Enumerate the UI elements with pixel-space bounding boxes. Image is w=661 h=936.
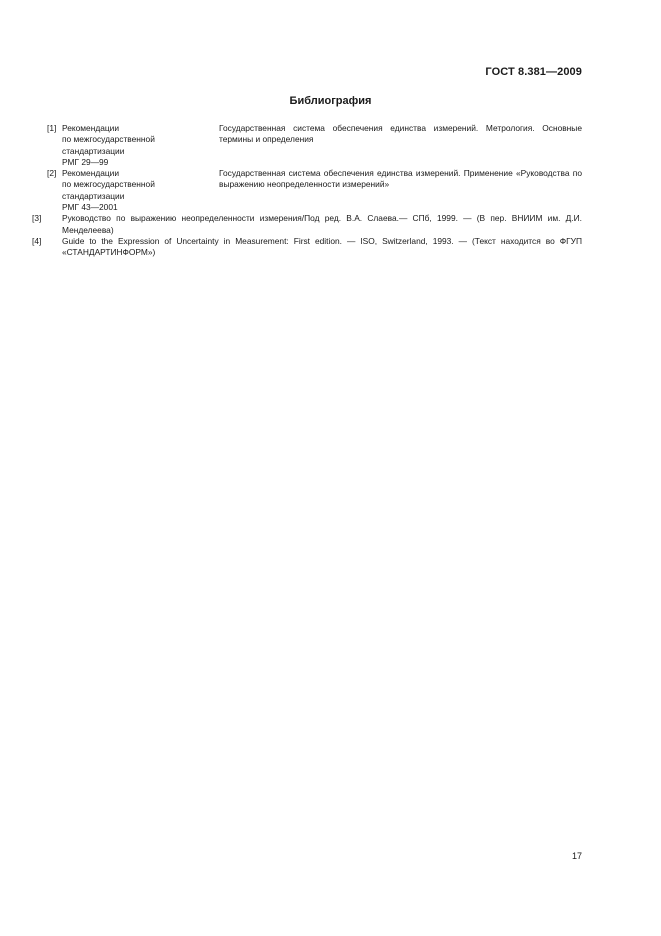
reference-number: [1] bbox=[47, 123, 57, 133]
reference-doc-scope: стандартизации bbox=[62, 145, 125, 156]
reference-doc-type: Рекомендации bbox=[62, 168, 120, 179]
reference-source bbox=[47, 123, 219, 168]
reference-number: [4] bbox=[32, 235, 42, 246]
reference-item-2 bbox=[47, 168, 582, 213]
reference-description: Государственная система обеспечения единства измерений. Метрология. Основные термины и определения bbox=[219, 123, 582, 145]
reference-doc-scope: стандартизации bbox=[62, 190, 125, 201]
reference-item-1 bbox=[47, 123, 582, 168]
reference-text: Руководство по выражению неопределенности измерения/Под ред. В.А. Слаева.— СПб, 1999. — (В пер. ВНИИМ им. Д.И. Менделеева) bbox=[62, 213, 582, 235]
reference-text: Guide to the Expression of Uncertainty in Measurement: First edition. — ISO, Switzerland, 1993. — (Текст находится во ФГУП «СТАНДАРТИНФОРМ») bbox=[62, 235, 582, 258]
reference-description: Государственная система обеспечения единства измерений. Применение «Руководства по выражению неопределенности измерений» bbox=[219, 168, 582, 190]
reference-item-3 bbox=[32, 213, 582, 236]
section-title: Библиография bbox=[289, 95, 372, 107]
reference-doc-code: РМГ 29—99 bbox=[62, 156, 109, 167]
reference-doc-type: Рекомендации bbox=[62, 123, 120, 133]
page-number: 17 bbox=[571, 851, 582, 861]
reference-number: [2] bbox=[47, 168, 57, 179]
reference-doc-code: РМГ 43—2001 bbox=[62, 202, 118, 213]
standard-id: ГОСТ 8.381—2009 bbox=[485, 66, 582, 78]
reference-number: [3] bbox=[32, 213, 42, 224]
reference-source bbox=[47, 168, 219, 213]
bibliography-list bbox=[32, 123, 582, 259]
reference-doc-scope: по межгосударственной bbox=[62, 134, 155, 145]
reference-item-4 bbox=[32, 235, 582, 259]
reference-doc-scope: по межгосударственной bbox=[62, 179, 155, 190]
